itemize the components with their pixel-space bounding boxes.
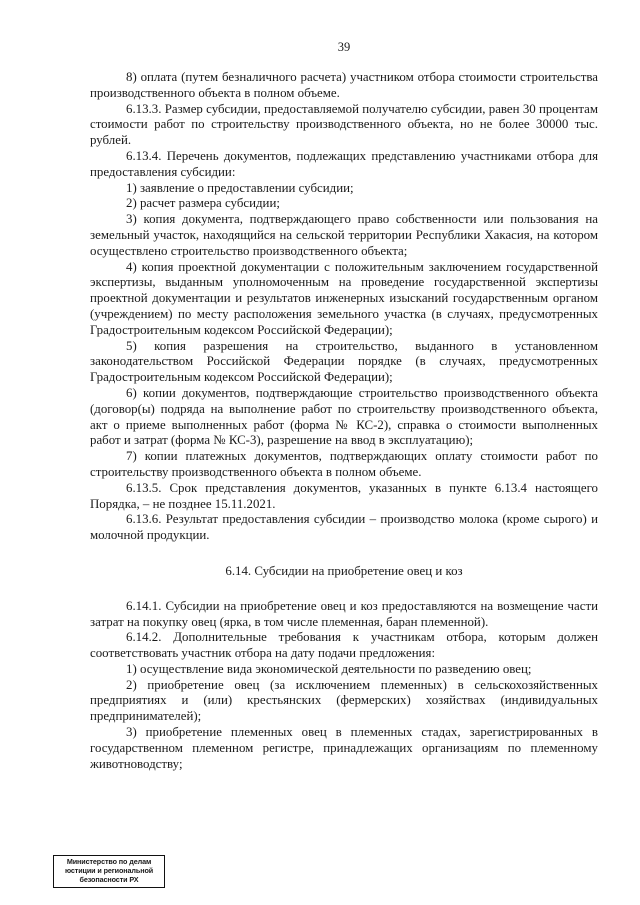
page-number: 39 <box>337 40 351 54</box>
paragraph-6-13-5: 6.13.5. Срок представления документов, указанных в пункте 6.13.4 настоящего Порядка, – не позднее 15.11.2021. <box>90 480 598 511</box>
paragraph-6-14-1: 6.14.1. Субсидии на приобретение овец и коз предоставляются на возмещение части затрат на покупку овец (ярка, в том числе племенная, баран племенной). <box>90 598 598 629</box>
paragraph-6-13-3: 6.13.3. Размер субсидии, предоставляемой получателю субсидии, равен 30 процентам стоимости работ по строительству производственного объекта, но не более 30000 тыс. рублей. <box>90 101 598 148</box>
stamp-line-2: юстиции и региональной <box>64 865 154 875</box>
list-item-2-calculation: 2) расчет размера субсидии; <box>126 196 280 211</box>
section-heading-6-14: 6.14. Субсидии на приобретение овец и коз <box>225 563 463 578</box>
list-item-7-payment-documents: 7) копии платежных документов, подтверждающих оплату стоимости работ по строительству производственного объекта в полном объеме. <box>90 449 598 479</box>
list-item-3-land-document: 3) копия документа, подтверждающего право собственности или пользования на земельный участок, находящийся на сельской территории Республики Хакасия, на котором осуществлено строительство производственного объекта; <box>90 212 598 258</box>
list-item-5-building-permit: 5) копия разрешения на строительство, выданного в установленном законодательством Российской Федерации порядке (в случаях, предусмотренных Градостроительным кодексом Российской Федерации); <box>90 338 598 385</box>
requirement-item-2: 2) приобретение овец (за исключением племенных) в сельскохозяйственных предприятиях и (или) крестьянских (фермерских) хозяйствах (индивидуальных предпринимателей); <box>90 677 598 724</box>
requirement-item-3: 3) приобретение племенных овец в племенных стадах, зарегистрированных в государственном племенном регистре, принадлежащих организациям по племенному животноводству; <box>90 725 598 771</box>
ministry-stamp <box>53 855 165 888</box>
document-body <box>90 70 598 772</box>
paragraph-6-13-4: 6.13.4. Перечень документов, подлежащих представлению участниками отбора для предоставления субсидии: <box>90 148 598 179</box>
stamp-line-1: Министерство по делам <box>66 857 152 866</box>
requirement-item-1: 1) осуществление вида экономической деятельности по разведению овец; <box>126 661 532 676</box>
list-item-1-application: 1) заявление о предоставлении субсидии; <box>126 180 354 195</box>
list-item-4-project-documentation: 4) копия проектной документации с положительным заключением государственной экспертизы, выданным уполномоченным на проведение государственной экспертизы проектной документации и результатов инженерных изысканий государственным органом (учреждением) по месту расположения земельного участка (в случаях, предусмотренных Градостроительным кодексом Российской Федерации); <box>90 259 598 337</box>
paragraph-6-14-2: 6.14.2. Дополнительные требования к участникам отбора, которым должен соответствовать участник отбора на дату подачи предложения: <box>90 630 598 661</box>
paragraph-8-payment: 8) оплата (путем безналичного расчета) участником отбора стоимости строительства производственного объекта в полном объеме. <box>90 70 598 100</box>
stamp-line-3: безопасности РХ <box>79 874 139 884</box>
list-item-6-construction-documents: 6) копии документов, подтверждающие строительство производственного объекта (договор(ы) подряда на выполнение работ по строительству производственного объекта, акт о приеме выполненных работ (форма № КС-2), справка о стоимости выполненных работ и затрат (форма № КС-3), разрешение на ввод в эксплуатацию); <box>90 385 598 448</box>
paragraph-6-13-6: 6.13.6. Результат предоставления субсидии – производство молока (кроме сырого) и молочной продукции. <box>90 512 598 543</box>
